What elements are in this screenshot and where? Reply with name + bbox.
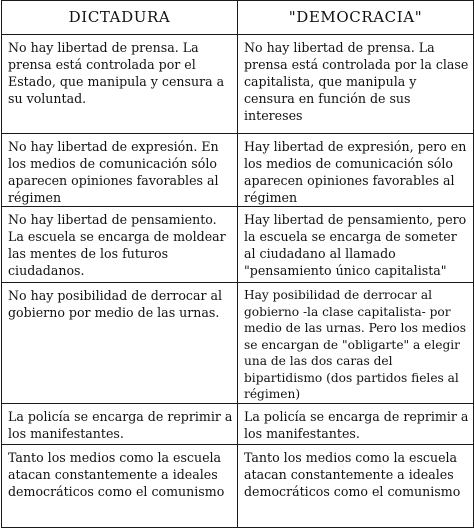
table-row — [2, 207, 474, 283]
table-header — [2, 1, 474, 35]
cell-text: La policía se encarga de reprimir a los manifestantes. — [244, 408, 469, 441]
cell-text: Hay libertad de pensamiento, pero la escuela se encarga de someter al ciudadano al llamado "pensamiento único capitalista" — [244, 212, 467, 278]
cell-dictadura — [2, 207, 238, 283]
cell-text: No hay libertad de prensa. La prensa está controlada por la clase capitalista, que manipula y censura en función de sus intereses — [244, 40, 469, 123]
cell-text: No hay posibilidad de derrocar al gobierno por medio de las urnas. — [8, 288, 223, 320]
cell-text: Tanto los medios como la escuela atacan constantemente a ideales democráticos como el comunismo — [244, 449, 461, 499]
cell-dictadura — [2, 134, 238, 207]
cell-democracia — [238, 35, 474, 134]
column-header-dictadura: DICTADURA — [2, 1, 238, 35]
cell-democracia — [238, 134, 474, 207]
cell-dictadura — [2, 444, 238, 527]
table-row — [2, 444, 474, 527]
header-row — [2, 1, 474, 35]
table-row — [2, 134, 474, 207]
cell-dictadura — [2, 283, 238, 404]
cell-democracia — [238, 283, 474, 404]
cell-democracia — [238, 207, 474, 283]
cell-democracia — [238, 444, 474, 527]
table-row — [2, 283, 474, 404]
cell-text: La policía se encarga de reprimir a los manifestantes. — [8, 408, 233, 441]
table-row — [2, 403, 474, 444]
cell-text: Hay posibilidad de derrocar al gobierno -la clase capitalista- por medio de las urnas. Pero los medios se encargan de "obligarte" a elegir una de las dos caras del bipartidismo (dos partidos fieles al régimen) — [244, 288, 466, 401]
cell-text: Tanto los medios como la escuela atacan constantemente a ideales democráticos como el comunismo — [8, 449, 225, 499]
table-body — [2, 35, 474, 528]
cell-text: No hay libertad de expresión. En los medios de comunicación sólo aparecen opiniones favorables al régimen — [8, 139, 219, 205]
column-header-democracia: "DEMOCRACIA" — [238, 1, 474, 35]
cell-dictadura — [2, 35, 238, 134]
cell-text: Hay libertad de expresión, pero en los medios de comunicación sólo aparecen opiniones favorables al régimen — [244, 139, 467, 205]
cell-democracia — [238, 403, 474, 444]
comparison-table — [1, 0, 474, 528]
table-row — [2, 35, 474, 134]
cell-dictadura — [2, 403, 238, 444]
cell-text: No hay libertad de pensamiento. La escuela se encarga de moldear las mentes de los futuros ciudadanos. — [8, 212, 226, 278]
cell-text: No hay libertad de prensa. La prensa está controlada por el Estado, que manipula y censura a su voluntad. — [8, 40, 225, 106]
